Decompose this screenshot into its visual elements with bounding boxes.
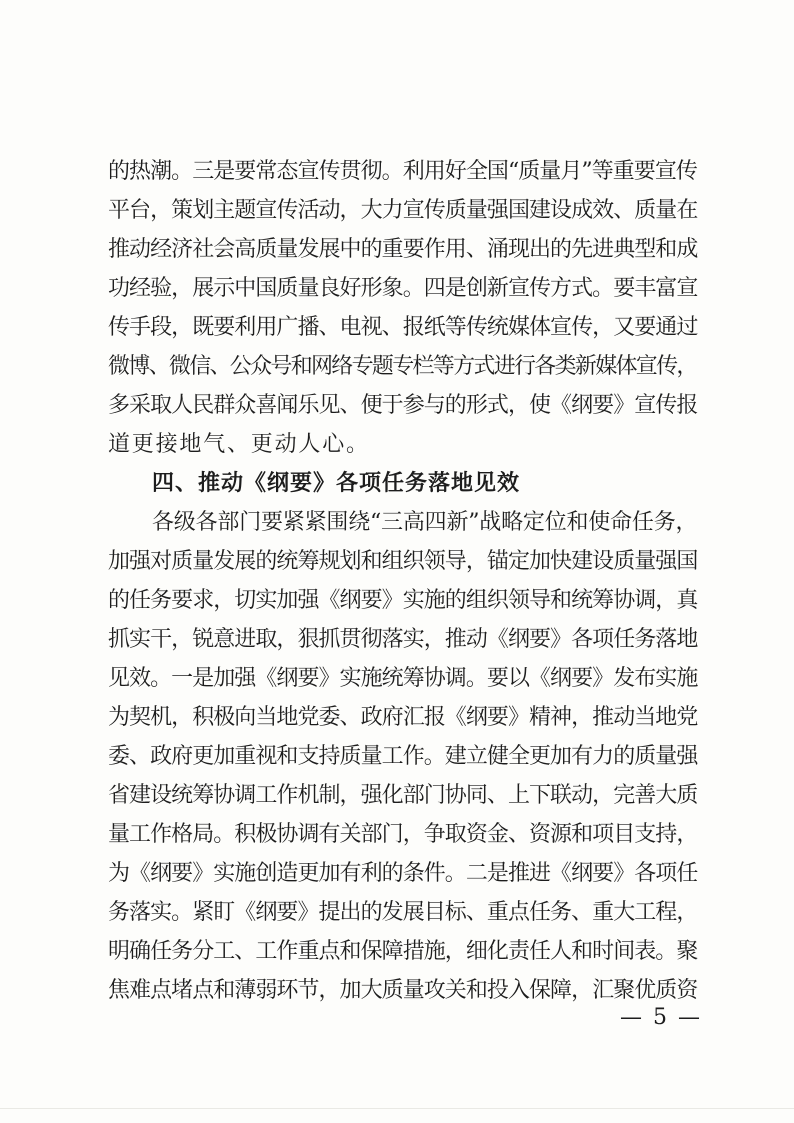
page-number: — 5 — [620, 1005, 702, 1030]
body-text-line: 的任务要求，切实加强《纲要》实施的组织领导和统筹协调，真 [108, 588, 698, 613]
body-text-line: 见效。一是加强《纲要》实施统筹协调。要以《纲要》发布实施 [108, 666, 698, 691]
body-text-line: 的热潮。三是要常态宣传贯彻。利用好全国“质量月”等重要宣传 [108, 159, 697, 184]
paragraph-first-line: 各级各部门要紧紧围绕“三高四新”战略定位和使命任务， [152, 510, 698, 535]
body-text-line: 抓实干，锐意进取，狠抓贯彻落实，推动《纲要》各项任务落地 [108, 627, 698, 652]
body-text-line: 焦难点堵点和薄弱环节，加大质量攻关和投入保障，汇聚优质资 [108, 978, 698, 1003]
body-text-line: 加强对质量发展的统筹规划和组织领导，锚定加快建设质量强国 [108, 549, 698, 574]
body-text-line: 明确任务分工、工作重点和保障措施，细化责任人和时间表。聚 [108, 939, 698, 964]
body-text-line: 委、政府更加重视和支持质量工作。建立健全更加有力的质量强 [108, 744, 698, 769]
body-text-line: 量工作格局。积极协调有关部门，争取资金、资源和项目支持， [108, 822, 698, 847]
body-text-line: 省建设统筹协调工作机制，强化部门协同、上下联动，完善大质 [108, 783, 698, 808]
body-text-line: 推动经济社会高质量发展中的重要作用、涌现出的先进典型和成 [108, 237, 698, 262]
section-heading: 四、推动《纲要》各项任务落地见效 [152, 471, 521, 496]
body-text-line: 为《纲要》实施创造更加有利的条件。二是推进《纲要》各项任 [108, 861, 698, 886]
body-text-line: 道更接地气、更动人心。 [108, 432, 370, 457]
body-text-line: 多采取人民群众喜闻乐见、便于参与的形式，使《纲要》宣传报 [108, 393, 698, 418]
body-text-line: 为契机，积极向当地党委、政府汇报《纲要》精神，推动当地党 [108, 705, 698, 730]
body-text-line: 传手段，既要利用广播、电视、报纸等传统媒体宣传，又要通过 [108, 315, 698, 340]
body-text-line: 平台，策划主题宣传活动，大力宣传质量强国建设成效、质量在 [108, 198, 698, 223]
page-bottom-edge [0, 1108, 794, 1109]
body-text-line: 功经验，展示中国质量良好形象。四是创新宣传方式。要丰富宣 [108, 276, 698, 301]
body-text-line: 务落实。紧盯《纲要》提出的发展目标、重点任务、重大工程， [108, 900, 698, 925]
body-text-line: 微博、微信、公众号和网络专题专栏等方式进行各类新媒体宣传， [108, 354, 697, 379]
